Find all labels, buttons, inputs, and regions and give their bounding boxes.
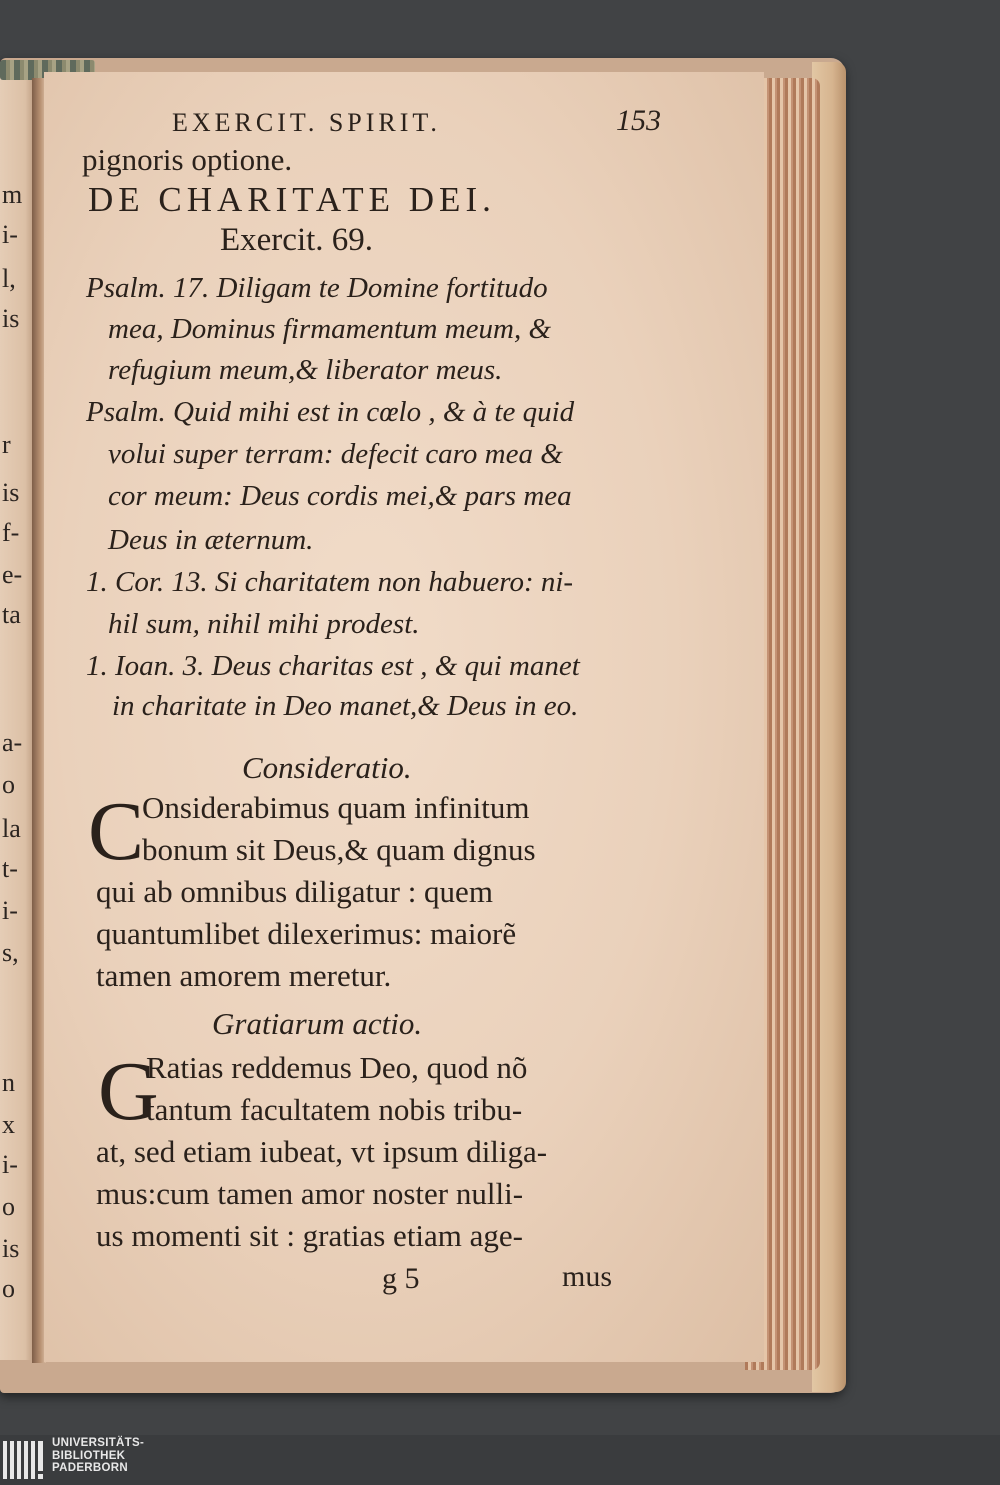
margin-fragment: i- [2, 896, 18, 925]
signature-mark: g 5 [382, 1262, 420, 1295]
margin-fragment: la [2, 814, 21, 843]
margin-fragment: e- [2, 560, 23, 589]
text-line: bonum sit Deus,& quam dignus [142, 832, 536, 867]
text-line: mus:cum tamen amor noster nulli- [96, 1176, 524, 1211]
margin-fragment: i- [2, 220, 18, 249]
quote-line: in charitate in Deo manet,& Deus in eo. [112, 690, 579, 722]
running-title: EXERCIT. SPIRIT. [172, 108, 441, 137]
margin-fragment: n [2, 1068, 15, 1097]
margin-fragment: m [2, 180, 23, 209]
logo-line: BIBLIOTHEK [52, 1449, 126, 1462]
text-line: pignoris optione. [82, 142, 293, 177]
margin-fragment: x [2, 1110, 15, 1139]
text-line: Ratias reddemus Deo, quod nõ [146, 1050, 528, 1085]
quote-line: mea, Dominus firmamentum meum, & [108, 313, 552, 345]
margin-fragment: o [2, 1274, 15, 1303]
library-logo-text [52, 1437, 144, 1475]
margin-fragment: ta [2, 600, 21, 629]
margin-fragment: s, [2, 938, 19, 967]
margin-fragment: a- [2, 728, 23, 757]
margin-fragment: f- [2, 518, 20, 547]
margin-fragment: t- [2, 854, 18, 883]
margin-fragment: i- [2, 1150, 18, 1179]
quote-line: Deus in æternum. [108, 524, 314, 556]
text-line: qui ab omnibus diligatur : quem [96, 874, 493, 909]
logo-line: PADERBORN [52, 1462, 128, 1474]
section-title-consideratio: Consideratio. [242, 750, 412, 785]
text-line: quantumlibet dilexerimus: maiorẽ [96, 916, 517, 951]
margin-fragment: is [2, 304, 20, 333]
drop-cap-c: C [88, 785, 145, 878]
quote-line: cor meum: Deus cordis mei,& pars mea [108, 480, 572, 512]
section-title-gratiarum: Gratiarum actio. [212, 1006, 423, 1041]
section-heading: DE CHARITATE DEI. [88, 180, 496, 219]
margin-fragment: o [2, 1192, 15, 1221]
quote-line: hil sum, nihil mihi prodest. [108, 608, 420, 640]
catchword: mus [562, 1260, 613, 1293]
footer-bar [0, 1435, 1000, 1485]
quote-line: refugium meum,& liberator meus. [108, 354, 503, 386]
margin-fragment: is [2, 478, 20, 507]
margin-fragment: is [2, 1234, 20, 1263]
quote-line: 1. Ioan. 3. Deus charitas est , & qui manet [86, 650, 580, 682]
text-line: tantum facultatem nobis tribu- [146, 1092, 523, 1127]
quote-line: 1. Cor. 13. Si charitatem non habuero: ni- [86, 566, 574, 598]
margin-fragment: l, [2, 264, 16, 293]
quote-line: volui super terram: defecit caro mea & [108, 438, 563, 470]
page-number: 153 [616, 104, 661, 137]
margin-fragment: r [2, 430, 11, 459]
text-line: Onsiderabimus quam infinitum [142, 790, 530, 825]
text-line: tamen amorem meretur. [96, 958, 392, 993]
library-logo-icon [2, 1437, 46, 1481]
logo-line: UNIVERSITÄTS- [52, 1437, 145, 1449]
quote-line: Psalm. Quid mihi est in cœlo , & à te quid [86, 396, 575, 428]
text-line: at, sed etiam iubeat, vt ipsum diliga- [96, 1134, 548, 1169]
exercise-number: Exercit. 69. [220, 222, 374, 258]
quote-line: Psalm. 17. Diligam te Domine fortitudo [86, 272, 548, 304]
left-page-edge [0, 70, 36, 1360]
margin-fragment: o [2, 770, 15, 799]
drop-cap-g: G [98, 1045, 159, 1138]
text-line: us momenti sit : gratias etiam age- [96, 1218, 524, 1253]
